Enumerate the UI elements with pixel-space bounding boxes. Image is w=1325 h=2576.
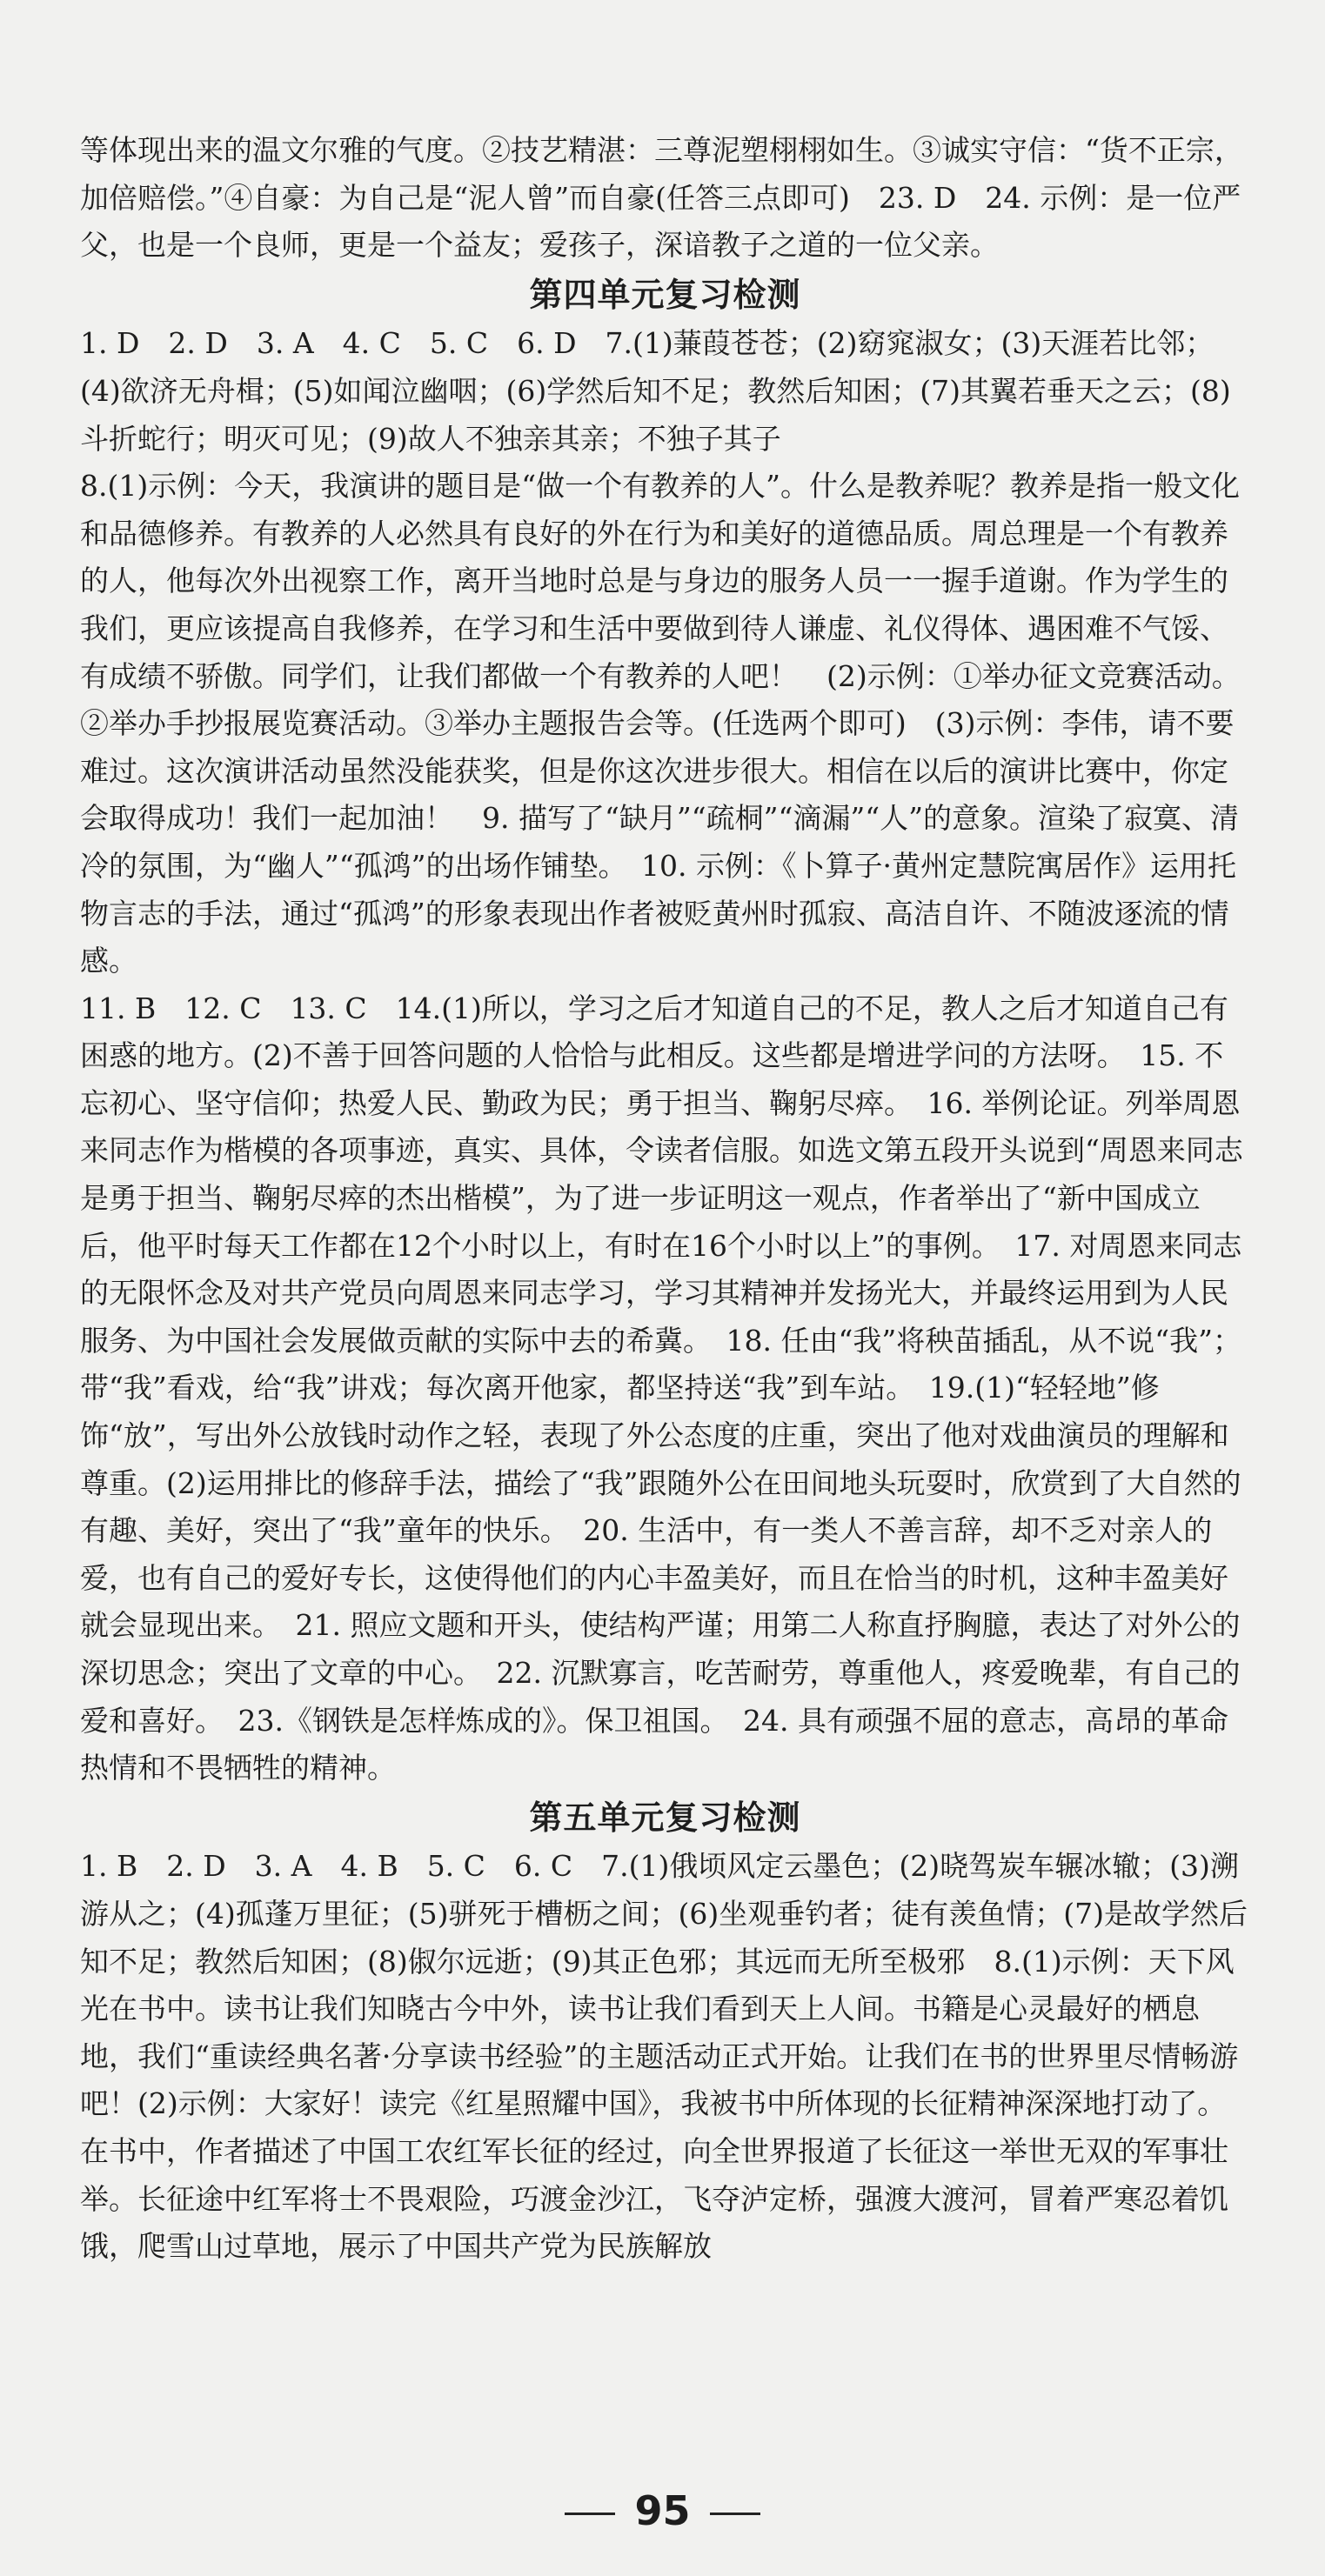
dash-left — [565, 2513, 615, 2515]
section-heading-unit5: 第五单元复习检测 — [529, 1798, 801, 1837]
unit4-answers-1-7: 1. D 2. D 3. A 4. C 5. C 6. D 7.(1)蒹葭苍苍；(2)窈窕淑女；(3)天涯若比邻；(4)欲济无舟楫；(5)如闻泣幽咽；(6)学然后知不足；教然后知困；(7)其翼若垂天之云；(8)斗折蛇行；明灭可见；(9)故人不独亲其亲；不独子其子 — [80, 326, 1231, 456]
dash-right — [710, 2513, 760, 2515]
page-footer — [0, 2487, 1325, 2534]
unit4-answers-11-24: 11. B 12. C 13. C 14.(1)所以，学习之后才知道自己的不足，教人之后才知道自己有困惑的地方。(2)不善于回答问题的人恰恰与此相反。这些都是增进学问的方法呀。 15. 不忘初心、坚守信仰；热爱人民、勤政为民；勇于担当、鞠躬尽瘁。 16. 举例论证。列举周恩来同志作为楷模的各项事迹，真实、具体，令读者信服。如选文第五段开头说到“周恩来同志是勇于担当、鞠躬尽瘁的杰出楷模”，为了进一步证明这一观点，作者举出了“新中国成立后，他平时每天工作都在12个小时以上，有时在16个小时以上”的事例。 17. 对周恩来同志的无限怀念及对共产党员向周恩来同志学习，学习其精神并发扬光大，并最终运用到为人民服务、为中国社会发展做贡献的实际中去的希冀。 18. 任由“我”将秧苗插乱，从不说“我”；带“我”看戏，给“我”讲戏；每次离开他家，都坚持送“我”到车站。 19.(1)“轻轻地”修饰“放”，写出外公放钱时动作之轻，表现了外公态度的庄重，突出了他对戏曲演员的理解和尊重。(2)运用排比的修辞手法，描绘了“我”跟随外公在田间地头玩耍时，欣赏到了大自然的有趣、美好，突出了“我”童年的快乐。 20. 生活中，有一类人不善言辞，却不乏对亲人的爱，也有自己的爱好专长，这使得他们的内心丰盈美好，而且在恰当的时机，这种丰盈美好就会显现出来。 21. 照应文题和开头，使结构严谨；用第二人称直抒胸臆，表达了对外公的深切思念；突出了文章的中心。 22. 沉默寡言，吃苦耐劳，尊重他人，疼爱晚辈，有自己的爱和喜好。 23.《钢铁是怎样炼成的》。保卫祖国。 24. 具有顽强不屈的意志，高昂的革命热情和不畏牺牲的精神。 — [80, 991, 1243, 1785]
unit4-answers-8-10: 8.(1)示例：今天，我演讲的题目是“做一个有教养的人”。什么是教养呢？教养是指一般文化和品德修养。有教养的人必然具有良好的外在行为和美好的道德品质。周总理是一个有教养的人，他每次外出视察工作，离开当地时总是与身边的服务人员一一握手道谢。作为学生的我们，更应该提高自我修养，在学习和生活中要做到待人谦虚、礼仪得体、遇困难不气馁、有成绩不骄傲。同学们，让我们都做一个有教养的人吧！ (2)示例：①举办征文竞赛活动。②举办手抄报展览赛活动。③举办主题报告会等。(任选两个即可) (3)示例：李伟，请不要难过。这次演讲活动虽然没能获奖，但是你这次进步很大。相信在以后的演讲比赛中，你定会取得成功！我们一起加油！ 9. 描写了“缺月”“疏桐”“滴漏”“人”的意象。渲染了寂寞、清冷的氛围，为“幽人”“孤鸿”的出场作铺垫。 10. 示例：《卜算子·黄州定慧院寓居作》运用托物言志的手法，通过“孤鸿”的形象表现出作者被贬黄州时孤寂、高洁自许、不随波逐流的情感。 — [80, 469, 1241, 978]
paragraph-continuation: 等体现出来的温文尔雅的气度。②技艺精湛：三尊泥塑栩栩如生。③诚实守信：“货不正宗，加倍赔偿。”④自豪：为自己是“泥人曾”而自豪(任答三点即可) 23. D 24. 示例：是一位严父，也是一个良师，更是一个益友；爱孩子，深谙教子之道的一位父亲。 — [80, 133, 1243, 263]
page-number: 95 — [634, 2487, 691, 2534]
unit5-answers: 1. B 2. D 3. A 4. B 5. C 6. C 7.(1)俄顷风定云墨色；(2)晓驾炭车辗冰辙；(3)溯游从之；(4)孤蓬万里征；(5)骈死于槽枥之间；(6)坐观垂钓者；徒有羡鱼情；(7)是故学然后知不足；教然后知困；(8)俶尔远逝；(9)其正色邪；其远而无所至极邪 8.(1)示例：天下风光在书中。读书让我们知晓古今中外，读书让我们看到天上人间。书籍是心灵最好的栖息地，我们“重读经典名著·分享读书经验”的主题活动正式开始。让我们在书的世界里尽情畅游吧！(2)示例：大家好！读完《红星照耀中国》，我被书中所体现的长征精神深深地打动了。在书中，作者描述了中国工农红军长征的经过，向全世界报道了长征这一举世无双的军事壮举。长征途中红军将士不畏艰险，巧渡金沙江，飞夺泸定桥，强渡大渡河，冒着严寒忍着饥饿，爬雪山过草地，展示了中国共产党为民族解放 — [80, 1849, 1248, 2264]
answer-content — [80, 127, 1250, 2271]
section-heading-unit4: 第四单元复习检测 — [529, 275, 801, 314]
